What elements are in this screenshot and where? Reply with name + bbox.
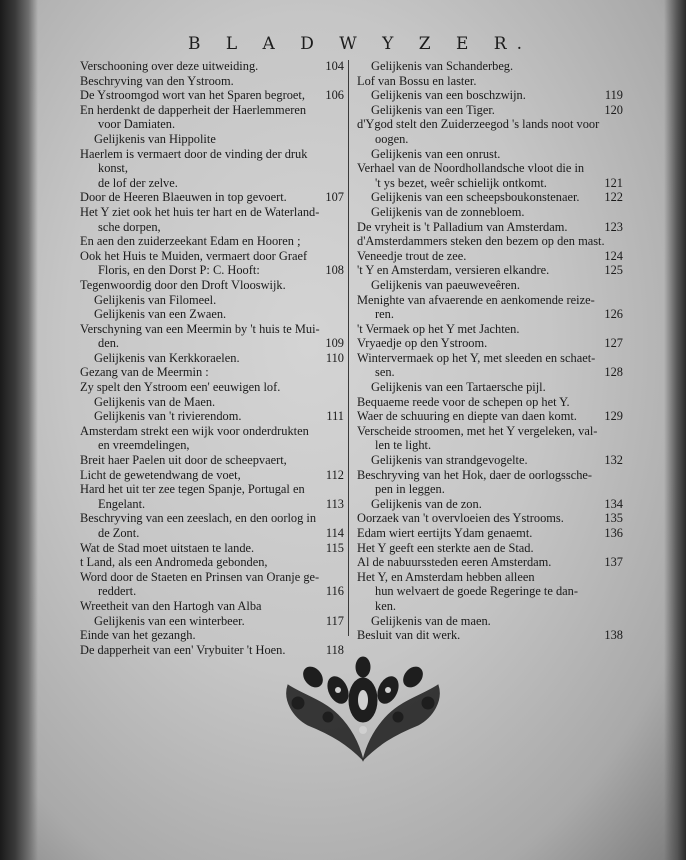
index-entry [357, 365, 623, 380]
entry-text: Vryaedje op den Ystroom. [357, 336, 488, 351]
entry-text: hun welvaert de goede Regeringe te dan- [375, 584, 578, 599]
entry-text: Gelijkenis van paeuweveêren. [371, 277, 520, 292]
page-number: 107 [325, 190, 344, 205]
index-entry [80, 220, 344, 235]
entry-text: sche dorpen, [98, 219, 161, 234]
index-entry [357, 511, 623, 526]
index-entry [357, 584, 623, 599]
index-entry [80, 351, 344, 366]
entry-text: Wintervermaek op het Y, met sleeden en schaet- [357, 350, 596, 365]
index-entry [357, 103, 623, 118]
index-entry [357, 468, 623, 483]
index-entry [80, 570, 344, 585]
index-entry [357, 599, 623, 614]
entry-text: Gelijkenis van een Tiger. [371, 102, 495, 117]
page-number: 124 [604, 248, 623, 263]
index-entry [80, 176, 344, 191]
entry-text: de Zont. [98, 526, 140, 540]
page-number: 104 [325, 59, 344, 73]
index-entry [80, 322, 344, 337]
entry-text: Beschryving van het Hok, daer de oorlogssche- [357, 467, 593, 482]
entry-text: oogen. [375, 131, 409, 146]
entry-text: Gelijkenis van een Tartaersche pijl. [371, 380, 546, 395]
index-entry [357, 74, 623, 89]
entry-text: t Land, als een Andromeda gebonden, [80, 555, 268, 570]
entry-text: voor Damiaten. [98, 117, 176, 132]
page-number: 138 [604, 628, 623, 643]
entry-text: Haerlem is vermaert door de vinding der druk [80, 146, 308, 161]
entry-text: Wreetheit van den Hartogh van Alba [80, 598, 262, 613]
page-number: 137 [604, 555, 623, 570]
index-entry [80, 132, 344, 147]
entry-text: Gelijkenis van Kerkkoraelen. [94, 350, 240, 365]
index-entry [80, 234, 344, 249]
entry-text: Wat de Stad moet uitstaen te lande. [80, 540, 255, 555]
index-entry [357, 249, 623, 264]
entry-text: Beschryving van den Ystroom. [80, 73, 234, 88]
index-entry [80, 293, 344, 308]
entry-text: Gezang van de Meermin : [80, 365, 209, 380]
index-entry [357, 293, 623, 308]
entry-text: Al de nabuurssteden eeren Amsterdam. [357, 555, 552, 570]
entry-text: Beschryving van een zeeslach, en den oorlog in [80, 511, 317, 526]
entry-text: Gelijkenis van een boschzwijn. [371, 88, 526, 103]
entry-text: 't ys bezet, weêr schielijk ontkomt. [375, 175, 547, 190]
entry-text: d'Amsterdammers steken den bezem op den mast. [357, 234, 605, 249]
entry-text: Door de Heeren Blaeuwen in top gevoert. [80, 190, 287, 205]
index-entry [80, 88, 344, 103]
index-entry [80, 614, 344, 629]
entry-text: De vryheit is 't Palladium van Amsterdam. [357, 219, 568, 234]
index-entry [80, 438, 344, 453]
index-entry [80, 482, 344, 497]
entry-text: Verschooning over deze uitweiding. [80, 59, 259, 73]
index-entry [80, 453, 344, 468]
entry-text: Verschyning van een Meermin by 't huis te Mui- [80, 321, 320, 336]
floral-ornament [278, 655, 448, 765]
index-entry [80, 205, 344, 220]
index-entry [357, 424, 623, 439]
index-entry [80, 424, 344, 439]
entry-text: De Ystroomgod wort van het Sparen begroet, [80, 88, 305, 103]
index-entry [357, 351, 623, 366]
page-number: 114 [325, 526, 344, 540]
entry-text: Gelijkenis van de zon. [371, 496, 482, 511]
entry-text: den. [98, 336, 119, 351]
index-entry [357, 453, 623, 468]
index-entry [80, 190, 344, 205]
page-number: 120 [604, 102, 623, 117]
entry-text: Gelijkenis van Schanderbeg. [371, 59, 514, 73]
index-entry [80, 526, 344, 541]
index-entry [357, 555, 623, 570]
index-entry [357, 438, 623, 453]
page-number: 106 [325, 88, 344, 103]
page-number: 122 [604, 190, 623, 205]
entry-text: Ook het Huis te Muiden, vermaert door Graef [80, 248, 308, 263]
page-number: 126 [604, 307, 623, 322]
entry-text: ren. [375, 307, 394, 322]
entry-text: Menighte van afvaerende en aenkomende reize- [357, 292, 595, 307]
index-entry [357, 190, 623, 205]
page-number: 135 [604, 511, 623, 526]
page-number: 115 [325, 540, 344, 555]
entry-text: Lof van Bossu en laster. [357, 73, 477, 88]
entry-text: Veneedje trout de zee. [357, 248, 467, 263]
index-entry [80, 147, 344, 162]
entry-text: sen. [375, 365, 395, 380]
index-entry [357, 161, 623, 176]
page-title: B L A D W Y Z E R. [187, 34, 533, 54]
index-entry [80, 278, 344, 293]
book-binding-shadow [0, 0, 38, 860]
page-number: 111 [326, 409, 344, 424]
index-entry [357, 117, 623, 132]
index-entry [357, 132, 623, 147]
entry-text: Gelijkenis van 't rivierendom. [94, 409, 242, 424]
page-number: 132 [604, 453, 623, 468]
entry-text: de lof der zelve. [98, 175, 178, 190]
page-number: 113 [325, 496, 344, 511]
index-entry [357, 59, 623, 74]
column-divider [348, 60, 349, 636]
entry-text: len te light. [375, 438, 432, 453]
index-entry [80, 584, 344, 599]
entry-text: Gelijkenis van de zonnebloem. [371, 204, 525, 219]
entry-text: Bequaeme reede voor de schepen op het Y. [357, 394, 570, 409]
index-entry [80, 599, 344, 614]
page-edge-shadow [664, 0, 686, 860]
entry-text: reddert. [98, 584, 137, 599]
index-entry [80, 263, 344, 278]
index-entry [80, 541, 344, 556]
page-number: 119 [604, 88, 623, 103]
entry-text: Einde van het gezangh. [80, 628, 196, 643]
index-entry [357, 380, 623, 395]
index-entry [357, 570, 623, 585]
index-entry [80, 74, 344, 89]
entry-text: Floris, en den Dorst P: C. Hooft: [98, 263, 260, 278]
entry-text: Besluit van dit werk. [357, 628, 461, 643]
index-entry [357, 322, 623, 337]
entry-text: Edam wiert eertijts Ydam genaemt. [357, 526, 533, 540]
page-number: 123 [604, 219, 623, 234]
page-number: 109 [325, 336, 344, 351]
entry-text: Verhael van de Noordhollandsche vloot die in [357, 161, 585, 176]
entry-text: Gelijkenis van een winterbeer. [94, 613, 245, 628]
index-entry [80, 497, 344, 512]
entry-text: Waer de schuuring en diepte van daen komt. [357, 409, 577, 424]
entry-text: Amsterdam strekt een wijk voor onderdrukten [80, 423, 309, 438]
index-entry [357, 205, 623, 220]
page-number: 134 [604, 496, 623, 511]
entry-text: Gelijkenis van de maen. [371, 613, 491, 628]
index-entry [357, 395, 623, 410]
index-entry [357, 263, 623, 278]
index-entry [80, 628, 344, 643]
entry-text: ken. [375, 598, 396, 613]
index-entry [80, 468, 344, 483]
index-entry [357, 409, 623, 424]
index-entry [357, 307, 623, 322]
entry-text: Oorzaek van 't overvloeien des Ystrooms. [357, 511, 564, 526]
index-entry [80, 103, 344, 118]
page-number: 128 [604, 365, 623, 380]
entry-text: pen in leggen. [375, 482, 445, 497]
entry-text: konst, [98, 161, 128, 176]
page-number: 125 [604, 263, 623, 278]
entry-text: Zy spelt den Ystroom een' eeuwigen lof. [80, 380, 281, 395]
index-entry [80, 409, 344, 424]
entry-text: En herdenkt de dapperheit der Haerlemmeren [80, 102, 307, 117]
entry-text: Gelijkenis van Hippolite [94, 131, 216, 146]
index-entry [80, 117, 344, 132]
page-number: 116 [325, 584, 344, 599]
index-entry [357, 482, 623, 497]
entry-text: Gelijkenis van strandgevogelte. [371, 453, 528, 468]
entry-text: Gelijkenis van de Maen. [94, 394, 216, 409]
index-entry [80, 395, 344, 410]
index-entry [80, 511, 344, 526]
index-column-right [357, 59, 623, 643]
entry-text: d'Ygod stelt den Zuiderzeegod 's lands noot voor [357, 117, 600, 132]
entry-text: Licht de gewetendwang de voet, [80, 467, 241, 482]
entry-text: Het Y geeft een sterkte aen de Stad. [357, 540, 534, 555]
index-entry [357, 176, 623, 191]
entry-text: En aen den zuiderzeekant Edam en Hooren ; [80, 234, 301, 249]
index-entry [357, 220, 623, 235]
page-number: 117 [325, 613, 344, 628]
entry-text: Breit haer Paelen uit door de scheepvaert, [80, 453, 287, 468]
entry-text: Gelijkenis van een scheepsboukonstenaer. [371, 190, 580, 205]
page-number: 112 [325, 467, 344, 482]
entry-text: Verscheide stroomen, met het Y vergeleken, val- [357, 423, 598, 438]
index-entry [80, 249, 344, 264]
index-entry [357, 541, 623, 556]
entry-text: Engelant. [98, 496, 146, 511]
index-entry [357, 628, 623, 643]
index-entry [357, 88, 623, 103]
page-number: 110 [325, 350, 344, 365]
entry-text: en vreemdelingen, [98, 438, 190, 453]
index-entry [80, 336, 344, 351]
index-entry [80, 59, 344, 74]
entry-text: Hard het uit ter zee tegen Spanje, Portugal en [80, 482, 305, 497]
page-number: 121 [604, 175, 623, 190]
index-entry [80, 380, 344, 395]
entry-text: Gelijkenis van een Zwaen. [94, 307, 227, 322]
index-entry [357, 278, 623, 293]
entry-text: Tegenwoordig door den Droft Vlooswijk. [80, 277, 286, 292]
index-entry [357, 614, 623, 629]
entry-text: Gelijkenis van een onrust. [371, 146, 501, 161]
index-entry [80, 365, 344, 380]
entry-text: Gelijkenis van Filomeel. [94, 292, 217, 307]
page-number: 129 [604, 409, 623, 424]
page-number: 108 [325, 263, 344, 278]
entry-text: Het Y, en Amsterdam hebben alleen [357, 569, 535, 584]
index-entry [357, 336, 623, 351]
entry-text: 't Y en Amsterdam, versieren elkandre. [357, 263, 550, 278]
index-entry [80, 555, 344, 570]
index-entry [357, 497, 623, 512]
index-entry [357, 147, 623, 162]
index-entry [80, 161, 344, 176]
index-entry [357, 526, 623, 541]
entry-text: Het Y ziet ook het huis ter hart en de Waterland- [80, 204, 320, 219]
entry-text: Word door de Staeten en Prinsen van Oranje ge- [80, 569, 320, 584]
index-entry [357, 234, 623, 249]
entry-text: De dapperheit van een' Vrybuiter 't Hoen. [80, 642, 286, 657]
page-number: 118 [325, 642, 344, 657]
page-number: 127 [604, 336, 623, 351]
entry-text: 't Vermaek op het Y met Jachten. [357, 321, 520, 336]
index-entry [80, 307, 344, 322]
index-column-left [80, 59, 344, 657]
page-number: 136 [604, 526, 623, 540]
